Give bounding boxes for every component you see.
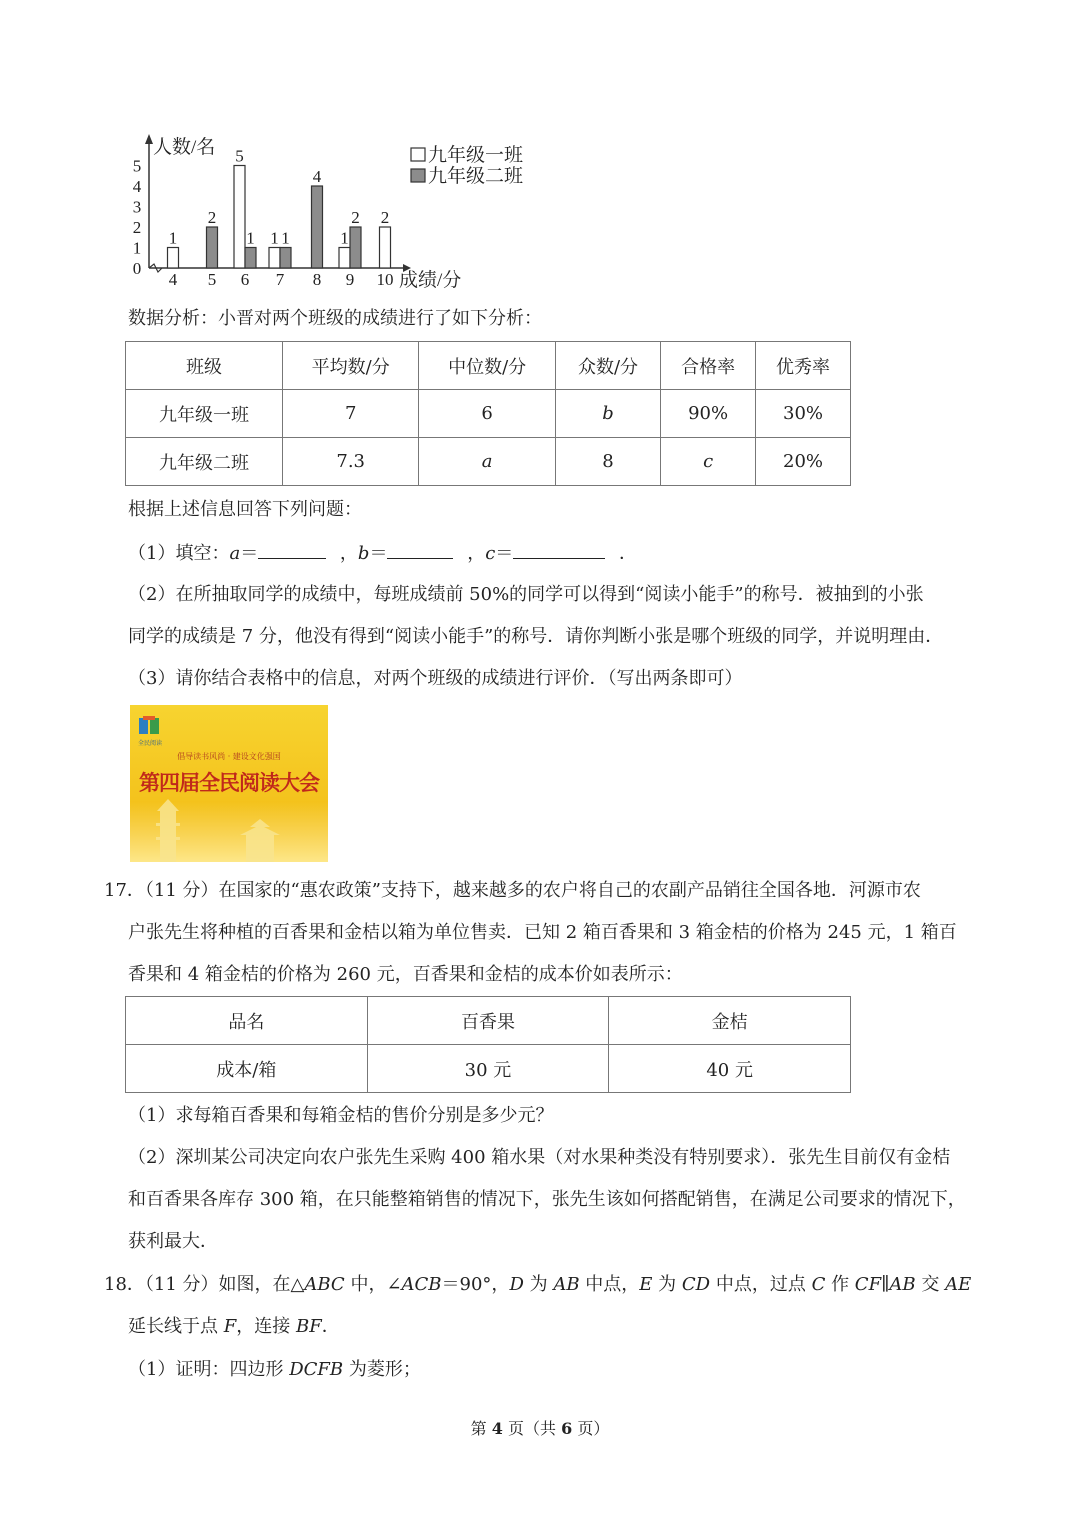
y-tick-label: 1 [132,238,142,258]
q18-var: ABC [304,1274,345,1295]
data-label: 2 [351,208,360,227]
fill-b-var: b [357,543,370,564]
q18-text: 为菱形； [343,1359,421,1380]
bar-class2 [207,227,218,268]
q18-text: ∥ [881,1274,890,1295]
page-footer [0,1416,1080,1439]
bar-class2 [245,248,256,269]
page-number: 4 [491,1419,503,1438]
q18-var: BF [295,1316,322,1337]
y-axis-arrow-icon [145,134,153,144]
table-header-cell: 班级 [126,342,283,390]
var-c: c [703,451,714,472]
table-row [126,438,851,486]
y-tick-label: 2 [132,218,142,237]
y-tick-label: 4 [132,177,142,196]
var-a: a [481,451,493,472]
q17-part2-line3: 获利最大． [128,1231,218,1252]
var-b: b [602,403,614,424]
q18-text: 中点，过点 [710,1274,812,1295]
bar-class2 [280,248,291,269]
table-cell: 7.3 [282,438,418,486]
poster-slogan: 倡导读书风尚 · 建设文化强国 [177,752,281,761]
table-cell: 九年级二班 [126,438,283,486]
table-header-cell: 合格率 [661,342,756,390]
cost-table [125,996,851,1093]
table-header-row [126,342,851,390]
bar-class1 [168,248,179,269]
y-tick-label: 0 [132,259,142,278]
poster-logo-text: 全民阅读 [138,740,163,747]
table-cell: 40 元 [609,1045,851,1093]
table-header-cell: 众数/分 [555,342,660,390]
q18-var: AB [889,1274,916,1295]
q16-part2-line2: 同学的成绩是 7 分，他没有得到“阅读小能手”的称号．请你判断小张是哪个班级的同学，并说明理由． [128,626,944,647]
fill-eq: ＝ [240,543,259,564]
q18-var: AE [945,1274,972,1295]
fill-end: ． [619,543,638,564]
footer-text: 页（共 [502,1419,562,1438]
table-cell: 九年级一班 [126,390,283,438]
y-axis-label: 人数/名 [153,137,216,158]
table-header-row [126,997,851,1045]
q18-text: ． [321,1316,340,1337]
data-label: 5 [235,146,244,166]
poster-skyline-icon [130,797,328,862]
fill-eq: ＝ [369,543,388,564]
fill-c-var: c [485,543,496,564]
q18-text: 中点， [579,1274,640,1295]
legend-swatch-class1 [411,148,425,161]
fill-sep: ， [339,543,358,564]
q16-fill-blanks [128,538,637,565]
table-cell: 30% [756,390,851,438]
q17-part1: （1）求每箱百香果和每箱金桔的售价分别是多少元？ [128,1105,554,1126]
table-cell [661,438,756,486]
score-bar-chart [125,128,545,293]
q18-var: D [509,1274,524,1295]
footer-text: 页） [572,1419,610,1438]
data-label: 1 [246,228,255,248]
x-tick-label: 9 [345,270,355,289]
table-header-cell: 平均数/分 [282,342,418,390]
data-label: 2 [380,208,390,227]
data-label: 1 [168,228,178,248]
x-tick-label: 5 [207,270,217,289]
table-row [126,1045,851,1093]
fill-prefix: （1）填空： [128,543,230,564]
data-label: 1 [340,228,349,248]
legend-label-class2: 九年级二班 [428,166,524,187]
q18-var: AB [553,1274,580,1295]
bar-class2 [312,186,323,268]
q18-text: 交 [915,1274,946,1295]
table-cell: 成本/箱 [126,1045,368,1093]
bar-class1 [269,248,280,269]
bar-class1 [380,227,391,268]
page-total: 6 [561,1419,573,1438]
q18-text: 18．（11 分）如图，在△ [104,1274,305,1295]
legend-label-class1: 九年级一班 [428,145,524,166]
q16-lead: 根据上述信息回答下列问题： [128,499,362,520]
q18-var: CF [854,1274,882,1295]
q18-text: ＝90°， [441,1274,510,1295]
q18-text: 延长线于点 [128,1316,224,1337]
table-header-cell: 优秀率 [756,342,851,390]
q18-line1 [104,1270,971,1296]
q17-line2: 户张先生将种植的百香果和金桔以箱为单位售卖．已知 2 箱百香果和 3 箱金桔的价格为 245 元，1 箱百 [128,922,957,943]
x-tick-label: 7 [275,270,285,289]
q18-text: 中，∠ [344,1274,402,1295]
q17-part2-line2: 和百香果各库存 300 箱，在只能整箱销售的情况下，张先生该如何搭配销售，在满足公司要求的情况下， [128,1189,966,1210]
table-cell: 8 [555,438,660,486]
table-header-cell: 百香果 [367,997,609,1045]
reading-conference-poster [130,705,328,862]
q18-var: CD [681,1274,711,1295]
table-cell: 6 [419,390,555,438]
answer-blank-a[interactable] [258,538,326,559]
footer-text: 第 [470,1419,492,1438]
bar-class2 [350,227,361,268]
q18-text: ，连接 [236,1316,296,1337]
table-cell: 90% [661,390,756,438]
analysis-table [125,341,851,486]
data-label: 2 [207,208,217,227]
bar-class1 [339,248,350,269]
data-label: 1 [270,228,279,248]
analysis-intro-text: 数据分析：小晋对两个班级的成绩进行了如下分析： [128,308,542,329]
q18-line2 [128,1312,340,1338]
q16-part2-line1: （2）在所抽取同学的成绩中，每班成绩前 50%的同学可以得到“阅读小能手”的称号．被抽到的小张 [128,584,924,605]
poster-title: 第四届全民阅读大会 [139,770,319,795]
analysis-intro [128,298,980,340]
table-cell: 30 元 [367,1045,609,1093]
x-tick-label: 6 [240,270,250,289]
table-row [126,390,851,438]
fill-sep: ， [467,543,486,564]
q18-text: 为 [523,1274,554,1295]
q18-text: 为 [652,1274,682,1295]
x-tick-label: 10 [376,270,394,289]
bar-class1 [234,166,245,269]
data-label: 1 [281,228,290,248]
answer-blank-b[interactable] [387,538,453,559]
table-header-cell: 品名 [126,997,368,1045]
q17-line1: 17．（11 分）在国家的“惠农政策”支持下，越来越多的农户将自己的农副产品销往全国各地．河源市农 [104,880,921,901]
x-tick-label: 4 [168,270,178,289]
q18-text: （1）证明：四边形 [128,1359,290,1380]
fill-a-var: a [229,543,241,564]
q17-line3: 香果和 4 箱金桔的价格为 260 元，百香果和金桔的成本价如表所示： [128,964,683,985]
y-tick-label: 3 [132,197,142,217]
q18-var: DCFB [289,1359,344,1380]
table-header-cell: 中位数/分 [419,342,555,390]
q18-var: E [639,1274,653,1295]
q18-text: 作 [825,1274,855,1295]
table-cell [555,390,660,438]
table-cell: 7 [282,390,418,438]
data-label: 4 [312,167,322,186]
q18-var: ACB [401,1274,442,1295]
fill-eq: ＝ [495,543,514,564]
table-header-cell: 金桔 [609,997,851,1045]
q16-part3: （3）请你结合表格中的信息，对两个班级的成绩进行评价．（写出两条即可） [128,668,743,689]
answer-blank-c[interactable] [513,538,605,559]
x-tick-label: 8 [312,270,322,289]
y-tick-label: 5 [132,156,142,176]
table-cell [419,438,555,486]
q18-part1 [128,1355,421,1381]
q18-var: F [223,1316,237,1337]
table-cell: 20% [756,438,851,486]
book-logo-icon [138,715,160,737]
legend-swatch-class2 [411,169,425,182]
x-axis-label: 成绩/分 [399,270,462,291]
q18-var: C [811,1274,826,1295]
q17-part2-line1: （2）深圳某公司决定向农户张先生采购 400 箱水果（对水果种类没有特别要求）．张先生目前仅有金桔 [128,1147,951,1168]
